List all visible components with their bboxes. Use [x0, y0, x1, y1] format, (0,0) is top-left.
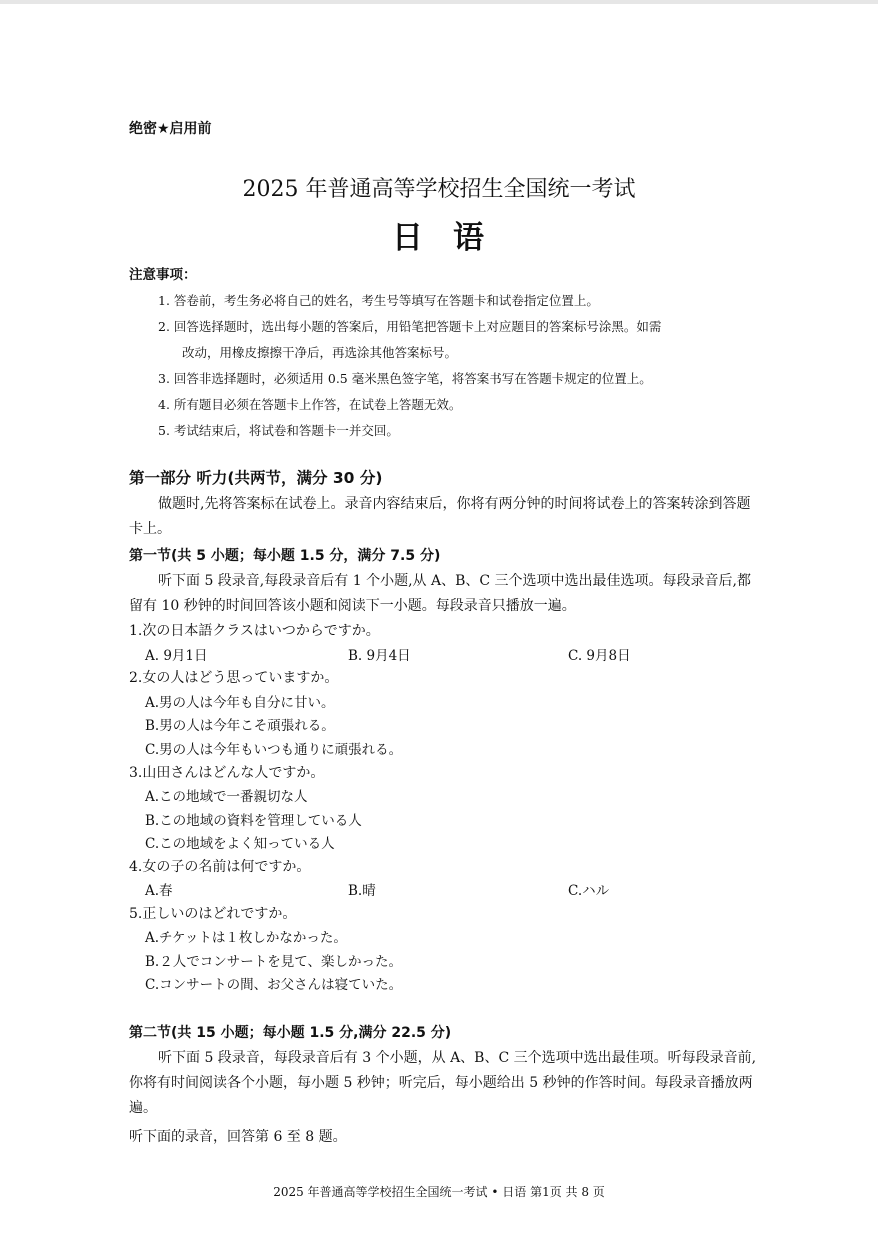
- question-option: A. 9月1日: [145, 648, 208, 664]
- question-option: C.この地域をよく知っている人: [145, 836, 335, 852]
- question-option: C. 9月8日: [568, 648, 631, 664]
- question-option: A.春: [145, 883, 173, 899]
- notice-item: 5. 考试结束后，将试卷和答题卡一并交回。: [158, 423, 399, 438]
- notice-item-continued: 改动，用橡皮擦擦干净后，再选涂其他答案标号。: [182, 345, 458, 360]
- question-option: A.チケットは１枚しかなかった。: [145, 930, 347, 946]
- question-option: A.男の人は今年も自分に甘い。: [145, 695, 335, 711]
- subject-char-2: 语: [453, 220, 486, 256]
- section2-title: 第二节(共 15 小题；每小题 1.5 分,满分 22.5 分): [129, 1025, 452, 1041]
- notice-title: 注意事项：: [129, 267, 197, 283]
- part1-title: 第一部分 听力(共两节，满分 30 分): [129, 469, 383, 487]
- question-option: C.コンサートの間、お父さんは寝ていた。: [145, 977, 403, 993]
- notice-item: 3. 回答非选择题时，必须适用 0.5 毫米黑色签字笔，将答案书写在答题卡规定的位置上。: [158, 371, 652, 386]
- question-stem: 2.女の人はどう思っていますか。: [129, 670, 339, 686]
- question-option: C.男の人は今年もいつも通りに頑張れる。: [145, 742, 403, 758]
- question-stem: 3.山田さんはどんな人ですか。: [129, 765, 325, 781]
- question-option: B. 9月4日: [348, 648, 411, 664]
- notice-item: [158, 340, 768, 366]
- page-footer: 2025 年普通高等学校招生全国统一考试 • 日语 第1页 共 8 页: [273, 1185, 605, 1199]
- notice-item: 4. 所有题目必须在答题卡上作答，在试卷上答题无效。: [158, 397, 462, 412]
- question-option: B.この地域の資料を管理している人: [145, 813, 362, 829]
- subject-title: [0, 212, 878, 257]
- question-stem: 4.女の子の名前は何ですか。: [129, 859, 311, 875]
- notice-item: 2. 回答选择题时，选出每小题的答案后，用铅笔把答题卡上对应题目的答案标号涂黑。如需: [158, 319, 662, 334]
- exam-title: 2025 年普通高等学校招生全国统一考试: [242, 177, 636, 202]
- section2-instruction: 听下面的录音，回答第 6 至 8 题。: [129, 1129, 347, 1145]
- question-option: A.この地域で一番親切な人: [145, 789, 308, 805]
- section2-intro: 听下面 5 段录音，每段录音后有 3 个小题，从 A、B、C 三个选项中选出最佳项。听每段录音前,你将有时间阅读各个小题，每小题 5 秒钟；听完后，每小题给出 5 秒钟的作答时间。每段录音播放两遍。: [129, 1050, 757, 1116]
- section1-title: 第一节(共 5 小题；每小题 1.5 分，满分 7.5 分): [129, 548, 441, 564]
- notice-item: 1. 答卷前，考生务必将自己的姓名，考生号等填写在答题卡和试卷指定位置上。: [158, 293, 599, 308]
- question-option: B.男の人は今年こそ頑張れる。: [145, 718, 335, 734]
- section1-intro: 听下面 5 段录音,每段录音后有 1 个小题,从 A、B、C 三个选项中选出最佳选项。每段录音后,都留有 10 秒钟的时间回答该小题和阅读下一小题。每段录音只播放一遍。: [129, 573, 751, 614]
- confidential-mark: 绝密★启用前: [129, 121, 212, 137]
- question-stem: 5.正しいのはどれですか。: [129, 906, 297, 922]
- notice-list: [158, 288, 768, 444]
- page-top-border: [0, 0, 878, 4]
- question-option: C.ハル: [568, 883, 610, 899]
- part1-intro: 做题时,先将答案标在试卷上。录音内容结束后，你将有两分钟的时间将试卷上的答案转涂到答题卡上。: [129, 496, 751, 537]
- question-option: B.２人でコンサートを見て、楽しかった。: [145, 954, 402, 970]
- question-stem: 1.次の日本語クラスはいつからですか。: [129, 623, 380, 639]
- question-option: B.晴: [348, 883, 376, 899]
- subject-char-1: 日: [392, 220, 425, 256]
